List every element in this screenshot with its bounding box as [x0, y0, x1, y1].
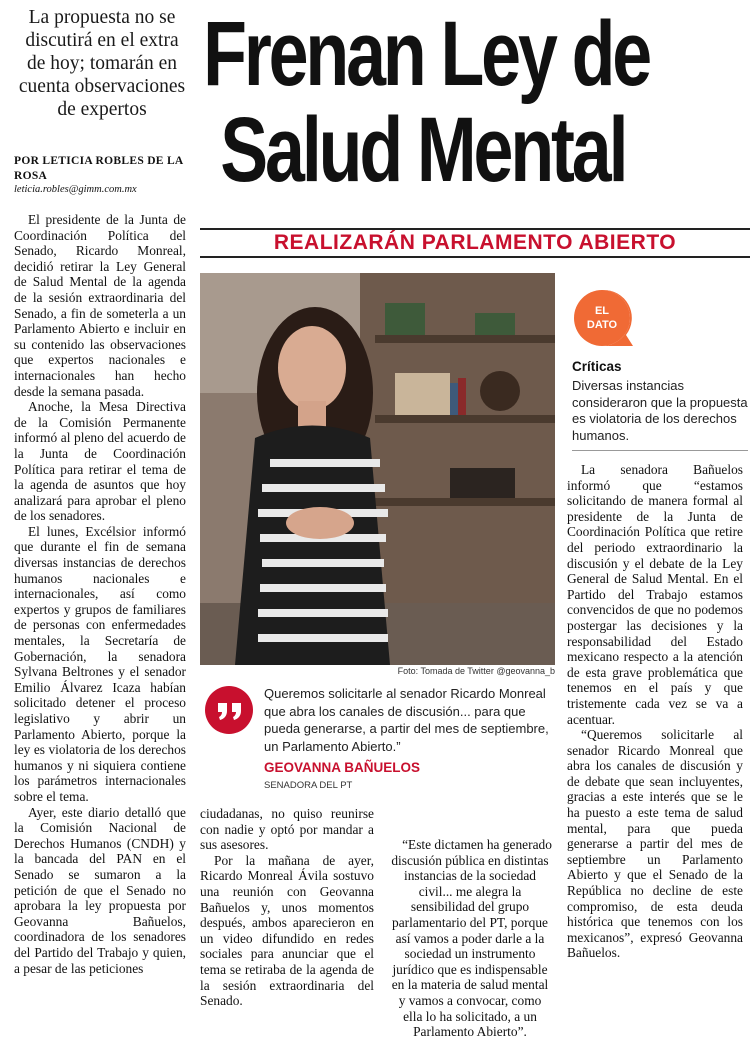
dato-badge-line-1: EL: [594, 305, 610, 317]
paragraph: Anoche, la Mesa Directiva de la Comisión Permanente informó al pleno del acuerdo de la Junta de Coordinación Política para retirar el tema de la agenda de asuntos que hoy analizará para aprobar el pleno de los senadores.: [14, 399, 186, 524]
article-column-3: [388, 837, 552, 1040]
dato-badge-line-2: DATO: [586, 319, 618, 331]
headline: [200, 3, 750, 201]
kicker: [200, 229, 750, 257]
article-column-4: [567, 462, 743, 961]
paragraph: El presidente de la Junta de Coordinación Política del Senado, Ricardo Monreal, decidió retirar la Ley General de Salud Mental de la agenda de la sesión extraordinaria del Senado, a fin de someterla a un Parlamento Abierto e incluir en su contenido las observaciones que expertos nacionales e internacionales han hecho desde la semana pasada.: [14, 212, 186, 399]
photo-illustration: [200, 273, 555, 665]
dato-badge: [571, 287, 633, 349]
dato-text: Diversas instancias consideraron que la propuesta es violatoria de los derechos humanos.: [572, 378, 748, 443]
dato-title: Críticas: [572, 359, 622, 374]
headline-line-1: Frenan Ley de: [203, 3, 650, 105]
paragraph: Por la mañana de ayer, Ricardo Monreal Ávila sostuvo una reunión con Geovanna Bañuelos y, unos momentos después, ambos aparecieron en un video difundido en redes sociales para anunciar que el tema se retiraba de la agenda de la sesión extraordinaria del Senado.: [200, 852, 374, 1009]
quote-author: GEOVANNA BAÑUELOS: [264, 760, 421, 775]
photo-credit: Foto: Tomada de Twitter @geovanna_b: [397, 666, 555, 676]
quote-icon: [205, 686, 253, 734]
quote-role: SENADORA DEL PT: [264, 780, 353, 791]
paragraph: “Este dictamen ha generado discusión pública en distintas instancias de la sociedad civil... me alegra la sensibilidad del grupo parlamentario del PT, porque así vamos a poder darle a la sociedad un instrumento jurídico que es indispensable en la materia de salud mental y vamos a convocar, como ella lo ha solicitado, a un Parlamento Abierto”.: [391, 837, 552, 1040]
deck: La propuesta no se discutirá en el extra de hoy; tomarán en cuenta observaciones de expertos: [18, 7, 186, 120]
photo: [200, 273, 555, 665]
paragraph: El lunes, Excélsior informó que durante el fin de semana diversas instancias de derechos humanos nacionales e internacionales, así como expertos y grupos de familiares de personas con enfermedades mentales, la Secretaría de Gobernación, la senadora Sylvana Beltrones y el senador Emilio Álvarez Icaza habían solicitado detener el proceso legislativo y abrir un Parlamento Abierto, porque la ley es violatoria de los derechos humanos y ni siquiera contiene los parámetros internacionales sobre el tema.: [14, 523, 186, 804]
paragraph: ciudadanas, no quiso reunirse con nadie y optó por mandar a sus asesores.: [200, 806, 374, 853]
paragraph: “Queremos solicitarle al senador Ricardo Monreal que abra los canales de discusión y de debate que sean incluyentes, gracias a este interés que se le ha puesto a este tema de salud mental, para que pueda generarse a partir del mes de septiembre un Parlamento Abierto y que el Senado de la República no decline de este compromiso, de esta deuda histórica que tenemos con los mexicanos”, expresó Geovanna Bañuelos.: [567, 727, 743, 961]
paragraph: Ayer, este diario detalló que la Comisión Nacional de Derechos Humanos (CNDH) y la bancada del PAN en el Senado se sumaron a la petición de que el Senado no aprobara la ley propuesta por Geovanna Bañuelos, coordinadora de los senadores del Partido del Trabajo y quien, a pesar de las peticiones: [14, 804, 186, 976]
pull-quote: Queremos solicitarle al senador Ricardo Monreal que abra los canales de discusión... para que pueda generarse, a partir del mes de septiembre, un Parlamento Abierto.”: [264, 686, 549, 754]
headline-line-2: Salud Mental: [220, 99, 626, 201]
article-column-2: [200, 806, 374, 1009]
article-column-1: [14, 212, 186, 976]
kicker-text: REALIZARÁN PARLAMENTO ABIERTO: [266, 231, 684, 254]
paragraph: La senadora Bañuelos informó que “estamos solicitando de manera formal al presidente de la Junta de Coordinación Política que retire del periodo extraordinario la discusión y el debate de la Ley General de Salud Mental. En el Partido del Trabajo estamos convencidos de que no podemos postergar las decisiones y la responsabilidad del Estado mexicano respecto a la atención de esta grave problemática que tenemos en el país y que tristemente cada vez se va a acentuar.: [567, 462, 743, 727]
dato-divider: [572, 450, 748, 451]
author-email: leticia.robles@gimm.com.mx: [14, 184, 137, 195]
byline: POR LETICIA ROBLES DE LA ROSA: [14, 155, 183, 182]
